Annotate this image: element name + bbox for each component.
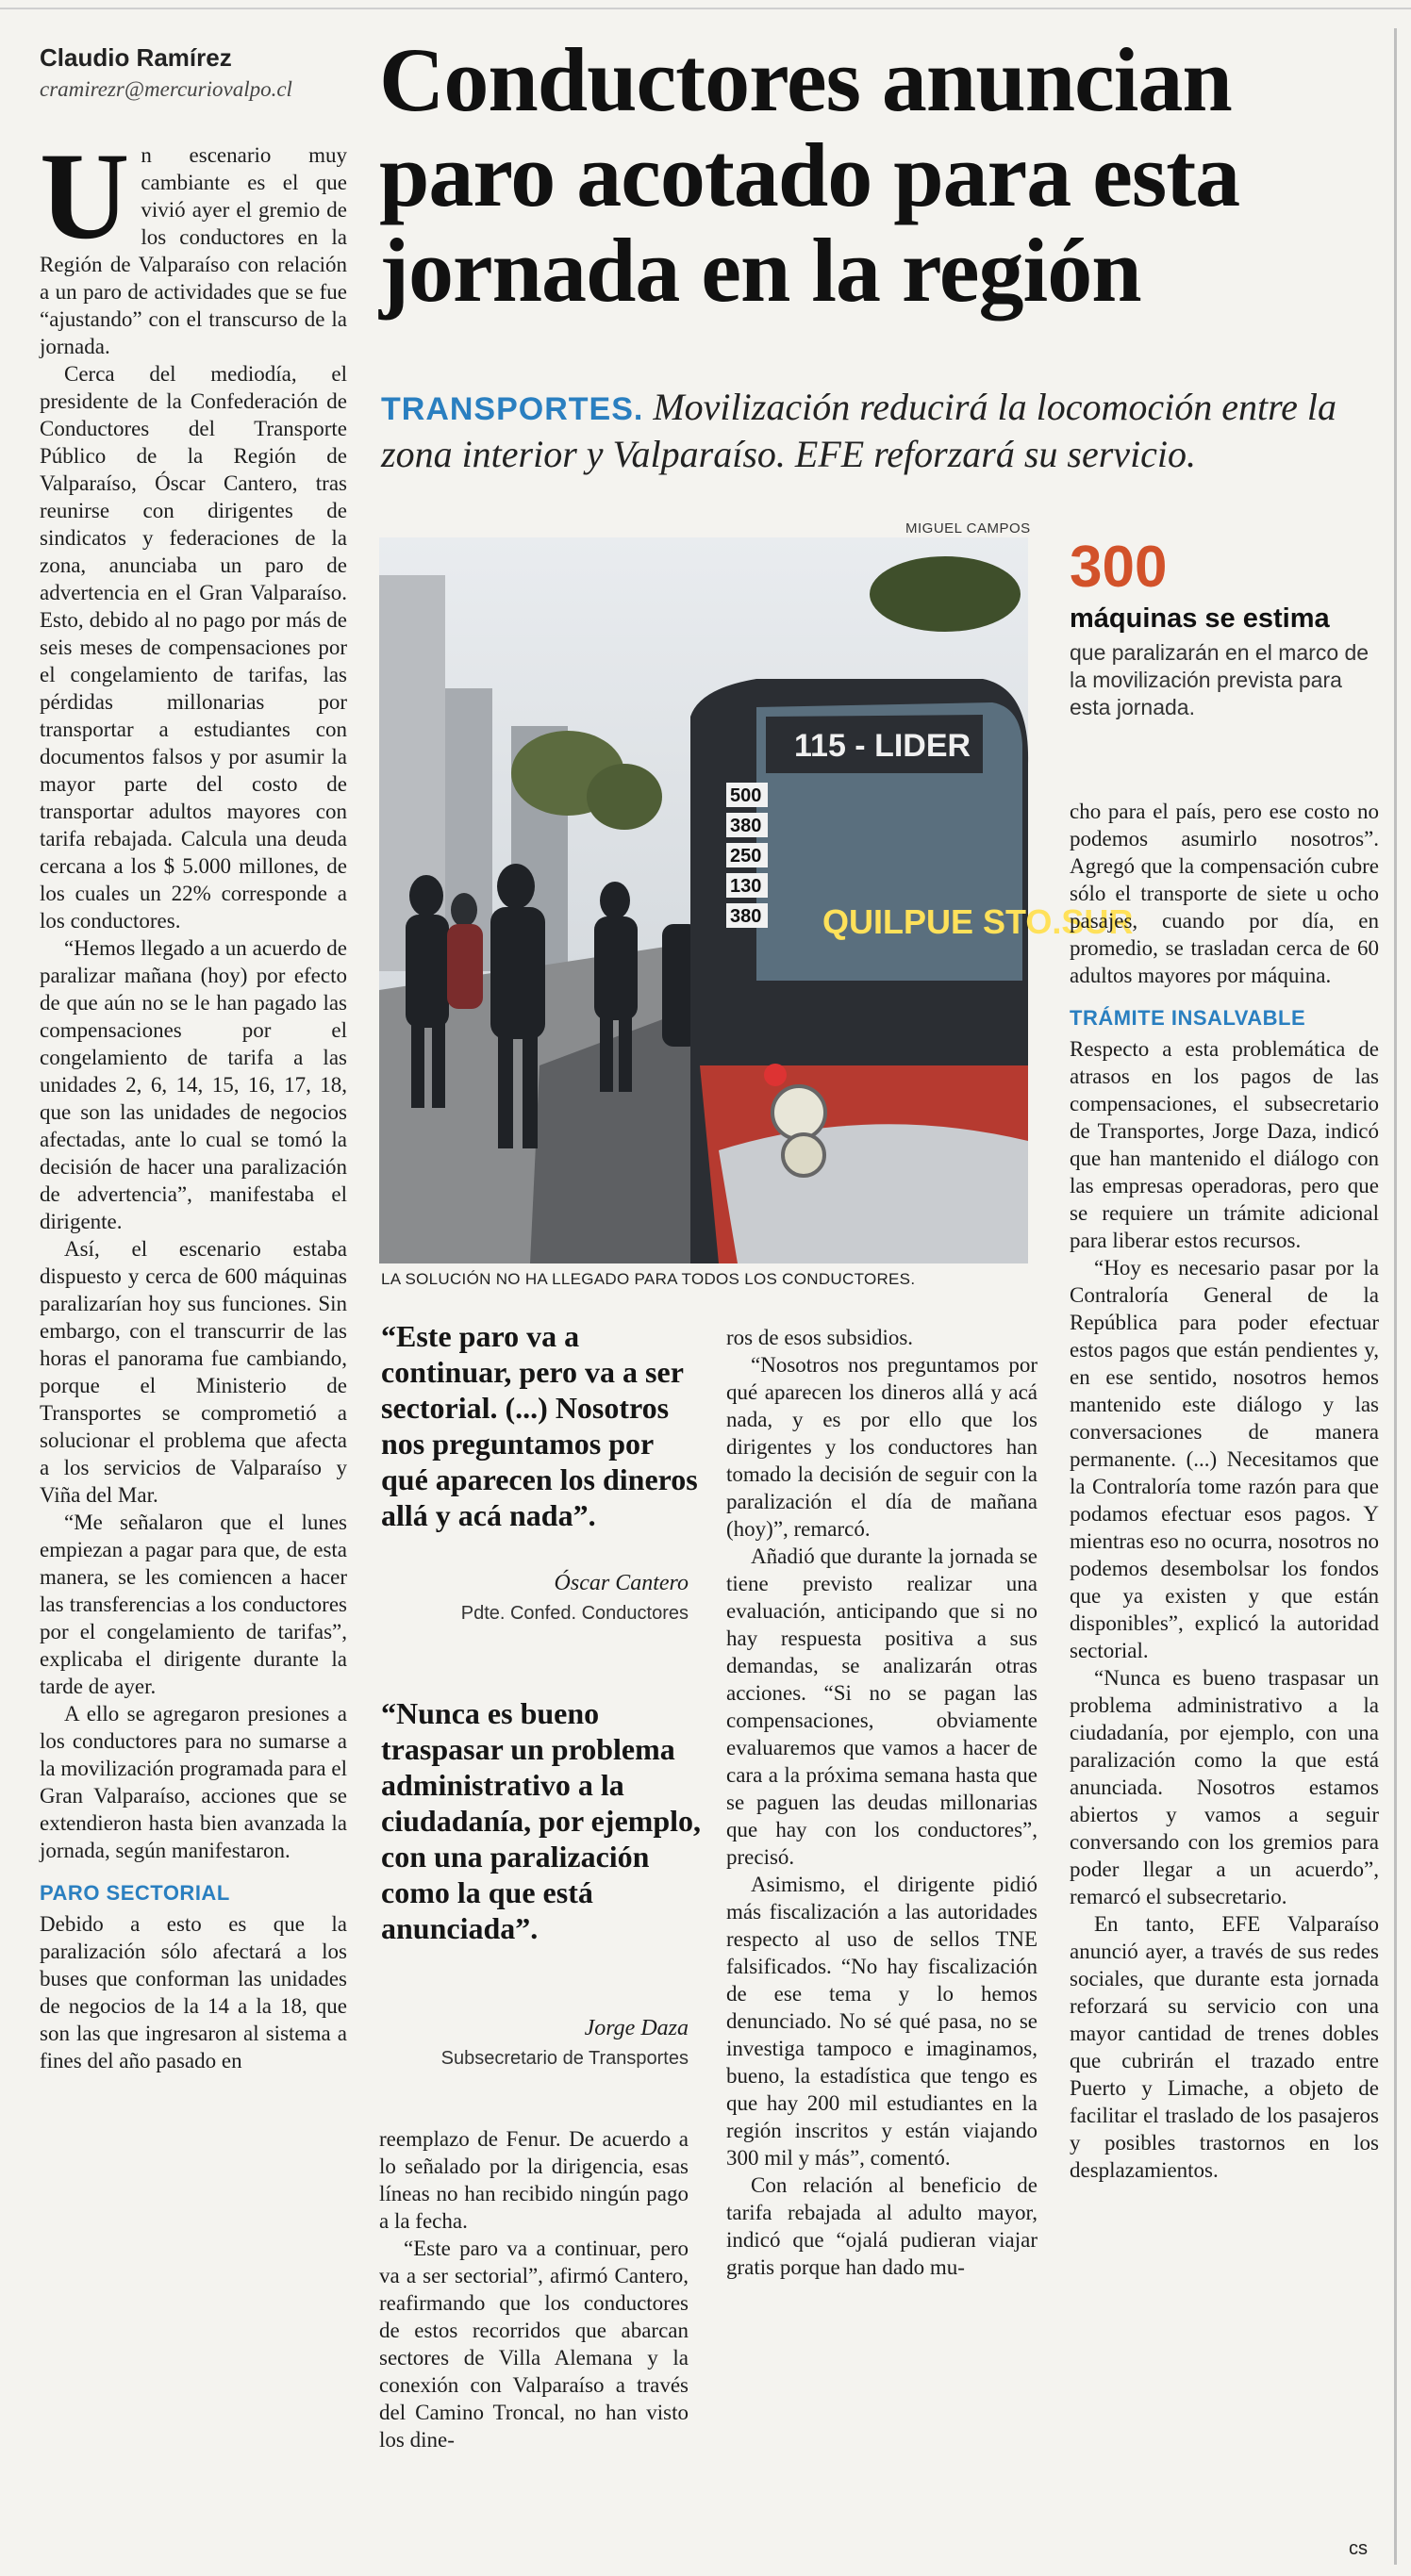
author-name: Claudio Ramírez [40, 43, 232, 72]
paragraph: Debido a esto es que la paralización sólo afectará a los buses que conforman las unidades de negocios de la 14 a la 18, que son las que ingresaron al sistema a fines del año pasado en [40, 1912, 347, 2072]
author-email[interactable]: cramirezr@mercuriovalpo.cl [40, 77, 292, 101]
destination-sign: QUILPUE STO.SUR [822, 902, 1134, 941]
paragraph: Asimismo, el dirigente pidió más fiscalización a las autoridades respecto al uso de sellos TNE falsificados. “No hay fiscalización de ese tema y lo hemos denunciado. No sé qué pasa, no se investiga tampoco e imaginamos, bueno, la estadística que tengo es que hay 200 mil estudiantes en la región inscritos y están viajando 300 mil y más”, comentó. [726, 1873, 1038, 2170]
paragraph: Así, el escenario estaba dispuesto y cerca de 600 máquinas paralizarían hoy sus funciones. Sin embargo, con el transcurrir de las horas el panorama fue cambiando, porque el Ministerio de Transportes se comprometió a solucionar el problema que afecta a los servicios de Valparaíso y Viña del Mar. [40, 1237, 347, 1507]
stat-description: que paralizarán en el marco de la movilización prevista para esta jornada. [1070, 640, 1370, 719]
paragraph: Respecto a esta problemática de atrasos en los pagos de las compensaciones, el subsecretario de Transportes, Jorge Daza, indicó que han mantenido el diálogo con las empresas operadoras, pero que se requiere un trámite adicional para liberar estos recursos. [1070, 1037, 1379, 1252]
section-kicker: TRANSPORTES. [381, 391, 644, 427]
headline: Conductores anuncian paro acotado para esta jornada en la región [379, 29, 1240, 321]
pull-quote-cantero: “Este paro va a continuar, pero va a ser sectorial. (...) Nosotros nos preguntamos por qué aparecen los dineros allá y acá nada”. [381, 1319, 698, 1532]
quote-author-role: Subsecretario de Transportes [440, 2048, 689, 2069]
dropcap: U [40, 126, 130, 265]
quote-author-name: Jorge Daza [584, 2016, 689, 2040]
article-column-5 [1070, 798, 1379, 2184]
sign-number: 500 [730, 785, 762, 806]
paragraph: En tanto, EFE Valparaíso anunció ayer, a través de sus redes sociales, que durante esta jornada reforzará su servicio con una mayor cantidad de trenes dobles que cubrirán el trazado entre Puerto y Limache, a objeto de facilitar el traslado de los pasajeros y posibles trastornos en los desplazamientos. [1070, 1912, 1379, 2182]
end-mark: cs [1349, 2538, 1368, 2559]
pull-quote-daza: “Nunca es bueno traspasar un problema administrativo a la ciudadanía, por ejemplo, con una paralización como la que está anunciada”. [381, 1696, 701, 1945]
paragraph: “Nosotros nos preguntamos por qué aparecen los dineros allá y acá nada, y es por ello que los dirigentes y los conductores han tomado la decisión de seguir con la paralización el día de mañana (hoy)”, remarcó. [726, 1353, 1038, 1541]
top-rule [0, 8, 1411, 9]
stat-number: 300 [1070, 535, 1168, 600]
quote-author-name: Óscar Cantero [554, 1571, 689, 1595]
paragraph: cho para el país, pero ese costo no podemos asumirlo nosotros”. Agregó que la compensación cubre sólo el transporte de siete u ocho pasajes, cuando por día, en promedio, se trasladan cerca de 60 adultos mayores por máquina. [1070, 800, 1379, 987]
paragraph: “Nunca es bueno traspasar un problema administrativo a la ciudadanía, por ejemplo, con una paralización como la que está anunciada. Nosotros estamos abiertos y vamos a seguir conversando con los gremios para poder llegar a un acuerdo”, remarcó el subsecretario. [1070, 1666, 1379, 1908]
paragraph: “Hoy es necesario pasar por la Contraloría General de la República para poder efectuar estos pagos que están pendientes y, en ese sentido, nosotros hemos mantenido este diálogo y las conversaciones de manera permanente. (...) Necesitamos que la Contraloría tome razón para que podamos efectuar esos pagos. Y mientras eso no ocurra, nosotros no podemos desembolsar los fondos que ya existen y que están disponibles”, explicó la autoridad sectorial. [1070, 1256, 1379, 1662]
paragraph: Cerca del mediodía, el presidente de la Confederación de Conductores del Transporte Público de la Región de Valparaíso, Óscar Cantero, tras reunirse con dirigentes de sindicatos y federaciones de la zona, anunciaba un paro de advertencia en el Gran Valparaíso. Esto, debido al no pago por más de seis meses de compensaciones por el congelamiento de tarifas, las pérdidas millonarias por transportar a estudiantes con documentos falsos y por asumir la mayor parte del costo de transportar adultos mayores con tarifa rebajada. Calcula una deuda cercana a los $ 5.000 millones, de los cuales un 22% corresponde a los conductores. [40, 362, 347, 933]
article-column-1 [40, 126, 347, 2074]
paragraph: Con relación al beneficio de tarifa rebajada al adulto mayor, indicó que “ojalá pudieran viajar gratis porque han dado mu- [726, 2173, 1038, 2279]
article-column-4 [726, 1324, 1038, 2281]
photo-caption: LA SOLUCIÓN NO HA LLEGADO PARA TODOS LOS CONDUCTORES. [381, 1270, 916, 1288]
paragraph: ros de esos subsidios. [726, 1326, 914, 1349]
subhead [381, 385, 1381, 477]
section-heading-tramite: TRÁMITE INSALVABLE [1070, 1006, 1306, 1030]
stat-label: máquinas se estima [1070, 603, 1330, 634]
section-heading-paro: PARO SECTORIAL [40, 1881, 230, 1905]
paragraph: “Me señalaron que el lunes empiezan a pagar para que, de esta manera, se les comiencen a hacer las transferencias a los conductores por el congelamiento de tarifas”, explicaba el dirigente durante la tarde de ayer. [40, 1511, 347, 1698]
paragraph: Añadió que durante la jornada se tiene previsto realizar una evaluación, anticipando que si no hay respuesta positiva a sus demandas, se analizarán otras acciones. “Si no se pagan las compensaciones, obviamente evaluaremos que vamos a hacer de cara a la próxima semana hasta que se paguen las deudas millonarias que hay con los conductores”, precisó. [726, 1544, 1038, 1869]
page-edge-rule [1394, 28, 1397, 2565]
paragraph: reemplazo de Fenur. De acuerdo a lo señalado por la dirigencia, esas líneas no han recibido ningún pago a la fecha. [379, 2127, 689, 2233]
quote-author-role: Pdte. Confed. Conductores [460, 1603, 689, 1624]
sign-number: 380 [730, 816, 762, 836]
sign-number: 250 [730, 846, 762, 867]
paragraph: “Este paro va a continuar, pero va a ser sectorial”, afirmó Cantero, reafirmando que los conductores de estos recorridos que abarcan sectores de Villa Alemana y la conexión con Valparaíso a través del Camino Troncal, no han visto los dine- [379, 2237, 689, 2452]
subhead-text: Movilización reducirá la locomoción entre la zona interior y Valparaíso. EFE reforzará su servicio. [381, 386, 1337, 475]
paragraph: A ello se agregaron presiones a los conductores para no sumarse a la movilización programada para el Gran Valparaíso, acciones que se extendieron hasta bien avanzada la jornada, según manifestaron. [40, 1702, 347, 1862]
sign-number: 130 [730, 876, 762, 897]
sign-number: 380 [730, 906, 762, 927]
photo-credit: MIGUEL CAMPOS [905, 520, 1031, 537]
lead-paragraph: Un escenario muy cambiante es el que vivió ayer el gremio de los conductores en la Región de Valparaíso con relación a un paro de actividades que se fue “ajustando” con el transcurso de la jornada. [40, 126, 347, 358]
paragraph: “Hemos llegado a un acuerdo de paralizar mañana (hoy) por efecto de que aún no se le han pagado las compensaciones por el congelamiento de tarifa a las unidades 2, 6, 14, 15, 16, 17, 18, que son las unidades de negocios afectadas, ante lo cual se tomó la decisión de hacer una paralización de advertencia”, manifestaba el dirigente. [40, 936, 347, 1233]
article-column-3 [379, 2125, 689, 2453]
route-sign: 115 - LIDER [794, 728, 971, 764]
